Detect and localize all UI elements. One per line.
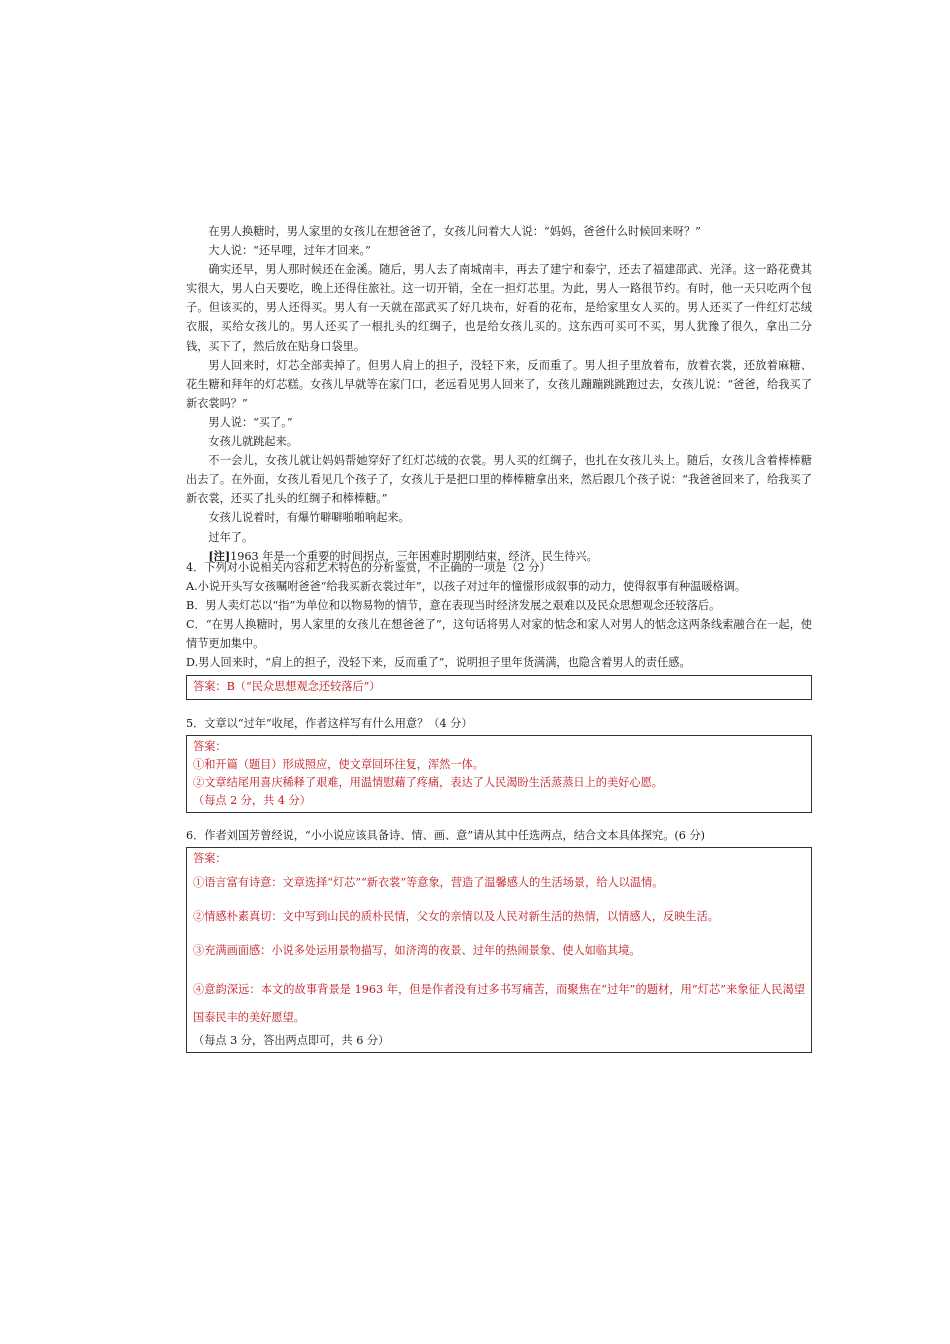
story-paragraph: 不一会儿，女孩儿就让妈妈帮她穿好了红灯芯绒的衣裳。男人买的红绸子，也扎在女孩儿头上。随后，女孩儿含着棒棒糖出去了。在外面，女孩儿看见几个孩子了，女孩儿于是把口里的棒棒糖拿出来，然后跟几个孩子说：“我爸爸回来了，给我买了新衣裳，还买了扎头的红绸子和棒棒糖。” xyxy=(186,454,812,506)
story-paragraph: 过年了。 xyxy=(208,530,254,544)
story-paragraph: 在男人换糖时，男人家里的女孩儿在想爸爸了，女孩儿问着大人说：“妈妈，爸爸什么时候回来呀？” xyxy=(208,225,701,238)
answer-label: 答案： xyxy=(193,852,227,865)
story-text xyxy=(186,222,812,566)
answer-point: ③充满画面感：小说多处运用景物描写，如济湾的夜景、过年的热闹景象、使人如临其境。 xyxy=(193,944,641,957)
answer-point: ②文章结尾用喜庆稀释了艰难，用温情慰藉了疼痛，表达了人民渴盼生活蒸蒸日上的美好心愿。 xyxy=(193,776,663,789)
story-paragraph: 女孩儿就跳起来。 xyxy=(208,435,298,449)
note-text: 1963 年是一个重要的时间拐点，三年困难时期刚结束，经济、民生待兴。 xyxy=(230,549,598,563)
question-stem: 5．文章以“过年”收尾，作者这样写有什么用意？（4 分） xyxy=(186,717,473,730)
question-5 xyxy=(186,714,812,813)
answer-text: 答案：B（“民众思想观念还较落后”） xyxy=(193,680,381,693)
answer-box-5 xyxy=(186,735,812,813)
question-stem: 4．下列对小说相关内容和艺术特色的分析鉴赏，不正确的一项是（2 分） xyxy=(186,561,551,574)
option-c: C．“在男人换糖时，男人家里的女孩儿在想爸爸了”，这句话将男人对家的惦念和家人对男人的惦念这两条线索融合在一起，使情节更加集中。 xyxy=(186,618,812,650)
answer-box-4 xyxy=(186,675,812,700)
answer-box-6 xyxy=(186,847,812,1053)
answer-point: ④意韵深远：本文的故事背景是 1963 年，但是作者没有过多书写痛苦，而聚焦在“过年”的题材，用“灯芯”来象征人民渴望国泰民丰的美好愿望。 xyxy=(193,983,805,1024)
option-d: D.男人回来时，“肩上的担子，没轻下来，反而重了”，说明担子里年货满满，也隐含着男人的责任感。 xyxy=(186,656,691,669)
story-paragraph: 大人说：“还早哩，过年才回来。” xyxy=(208,244,371,258)
question-stem: 6．作者刘国芳曾经说，“小小说应该具备诗、情、画、意”请从其中任选两点，结合文本具体探究。(6 分) xyxy=(186,829,706,842)
story-paragraph: 男人说：“买了。” xyxy=(208,415,293,429)
answer-point: ①和开篇（题目）形成照应，使文章回环往复，浑然一体。 xyxy=(193,758,484,771)
story-paragraph: 女孩儿说着时，有爆竹噼噼啪啪响起来。 xyxy=(208,511,410,525)
note-tag: [注] xyxy=(208,548,231,563)
answer-point: ①语言富有诗意：文章选择“灯芯”“新衣裳”等意象，营造了温馨感人的生活场景，给人以温情。 xyxy=(193,876,664,889)
scoring-note: （每点 3 分，答出两点即可，共 6 分） xyxy=(193,1034,390,1047)
option-a: A.小说开头写女孩嘱咐爸爸“给我买新衣裳过年”，以孩子对过年的憧憬形成叙事的动力，使得叙事有种温暖格调。 xyxy=(186,580,747,593)
story-paragraph: 男人回来时，灯芯全部卖掉了。但男人肩上的担子，没轻下来，反而重了。男人担子里放着布，放着衣裳，还放着麻糖、花生糖和拜年的灯芯糕。女孩儿早就等在家门口，老远看见男人回来了，女孩儿蹦蹦跳跳跑过去，女孩儿说：“爸爸，给我买了新衣裳吗？” xyxy=(186,358,812,410)
question-4 xyxy=(186,558,812,700)
option-b: B．男人卖灯芯以“指”为单位和以物易物的情节，意在表现当时经济发展之艰难以及民众思想观念还较落后。 xyxy=(186,599,721,612)
question-6 xyxy=(186,826,812,1053)
answer-point: ②情感朴素真切：文中写到山民的质朴民情，父女的亲情以及人民对新生活的热情，以情感人，反映生活。 xyxy=(193,910,719,923)
answer-label: 答案： xyxy=(193,740,227,753)
scoring-note: （每点 2 分，共 4 分） xyxy=(193,794,311,807)
story-paragraph: 确实还早，男人那时候还在金溪。随后，男人去了南城南丰，再去了建宁和泰宁，还去了福建邵武、光泽。这一路花费其实很大，男人白天要吃，晚上还得住旅社。这一切开销，全在一担灯芯里。为此，男人一路很节约。有时，他一天只吃两个包子。但该买的，男人还得买。男人有一天就在邵武买了好几块布，好看的花布，是给家里女人买的。男人还买了一件红灯芯绒衣服，买给女孩儿的。男人还买了一根扎头的红绸子，也是给女孩儿买的。这东西可买可不买，男人犹豫了很久，拿出二分钱，买下了，然后放在贴身口袋里。 xyxy=(186,263,812,353)
